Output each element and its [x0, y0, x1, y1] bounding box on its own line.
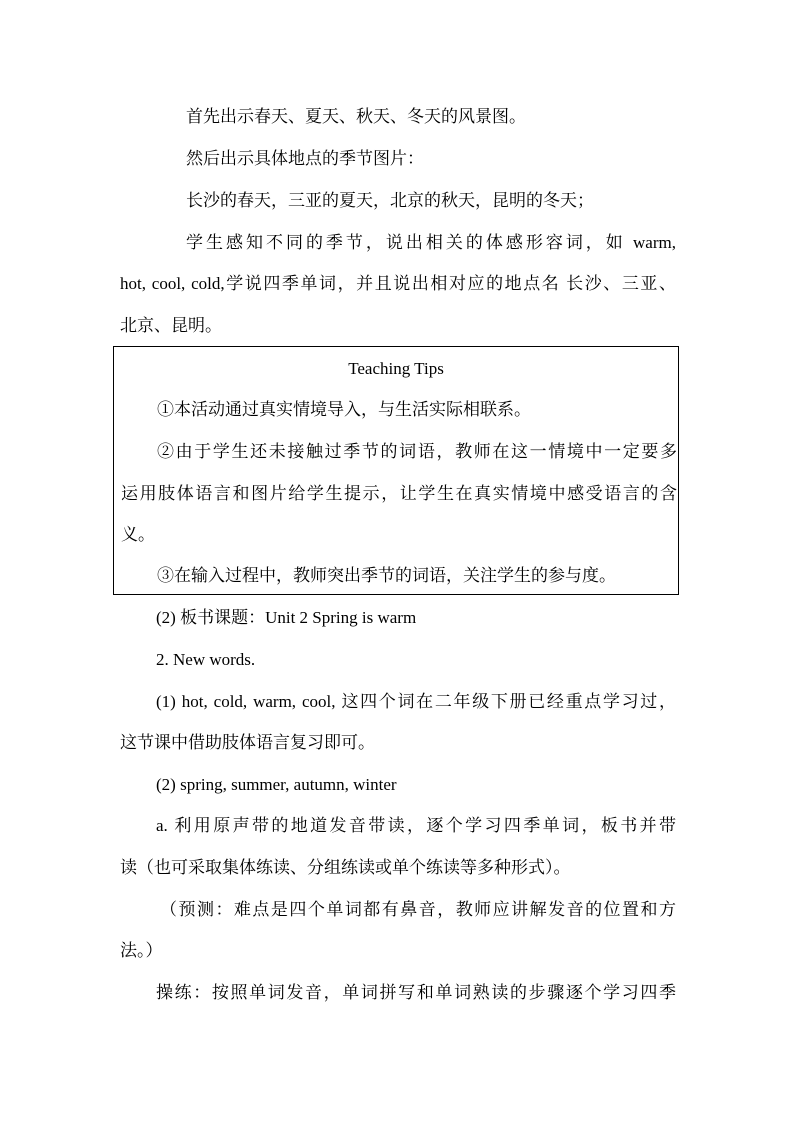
teaching-tip-2-line3: 义。: [121, 525, 155, 544]
section-new-words-heading: 2. New words.: [156, 650, 256, 669]
teaching-tips-box: [113, 346, 679, 595]
paragraph-show-location-pictures: 然后出示具体地点的季节图片：: [186, 149, 424, 168]
paragraph-perception-line2: hot, cool, cold,学说四季单词，并且说出相对应的地点名 长沙、三亚、: [120, 274, 676, 293]
paragraph-intro-scenery: 首先出示春天、夏天、秋天、冬天的风景图。: [186, 107, 526, 126]
section-board-title: (2) 板书课题：Unit 2 Spring is warm: [156, 608, 417, 627]
teaching-tip-1: ①本活动通过真实情境导入，与生活实际相联系。: [157, 400, 531, 419]
teaching-tip-2-line1: ②由于学生还未接触过季节的词语，教师在这一情境中一定要多: [157, 442, 677, 461]
section-read-along-line2: 读（也可采取集体练读、分组练读或单个练读等多种形式）。: [120, 858, 571, 877]
section-season-words: (2) spring, summer, autumn, winter: [156, 775, 397, 794]
teaching-tips-title: Teaching Tips: [348, 359, 444, 378]
paragraph-perception-line1: 学生感知不同的季节，说出相关的体感形容词，如 warm,: [186, 233, 676, 252]
section-prediction-line1: （预测：难点是四个单词都有鼻音，教师应讲解发音的位置和方: [160, 900, 676, 919]
teaching-tip-2-line2: 运用肢体语言和图片给学生提示，让学生在真实情境中感受语言的含: [121, 484, 677, 503]
section-read-along-line1: a. 利用原声带的地道发音带读，逐个学习四季单词，板书并带: [156, 816, 676, 835]
section-review-words-line1: (1) hot, cold, warm, cool, 这四个词在二年级下册已经重点学习过，: [156, 692, 676, 711]
teaching-tip-3: ③在输入过程中，教师突出季节的词语，关注学生的参与度。: [157, 566, 616, 585]
section-practice: 操练：按照单词发音，单词拼写和单词熟读的步骤逐个学习四季: [156, 983, 676, 1002]
section-prediction-line2: 法。）: [120, 941, 163, 960]
section-review-words-line2: 这节课中借助肢体语言复习即可。: [120, 733, 375, 752]
paragraph-city-seasons: 长沙的春天，三亚的夏天，北京的秋天，昆明的冬天；: [186, 191, 594, 210]
paragraph-perception-line3: 北京、昆明。: [120, 316, 222, 335]
